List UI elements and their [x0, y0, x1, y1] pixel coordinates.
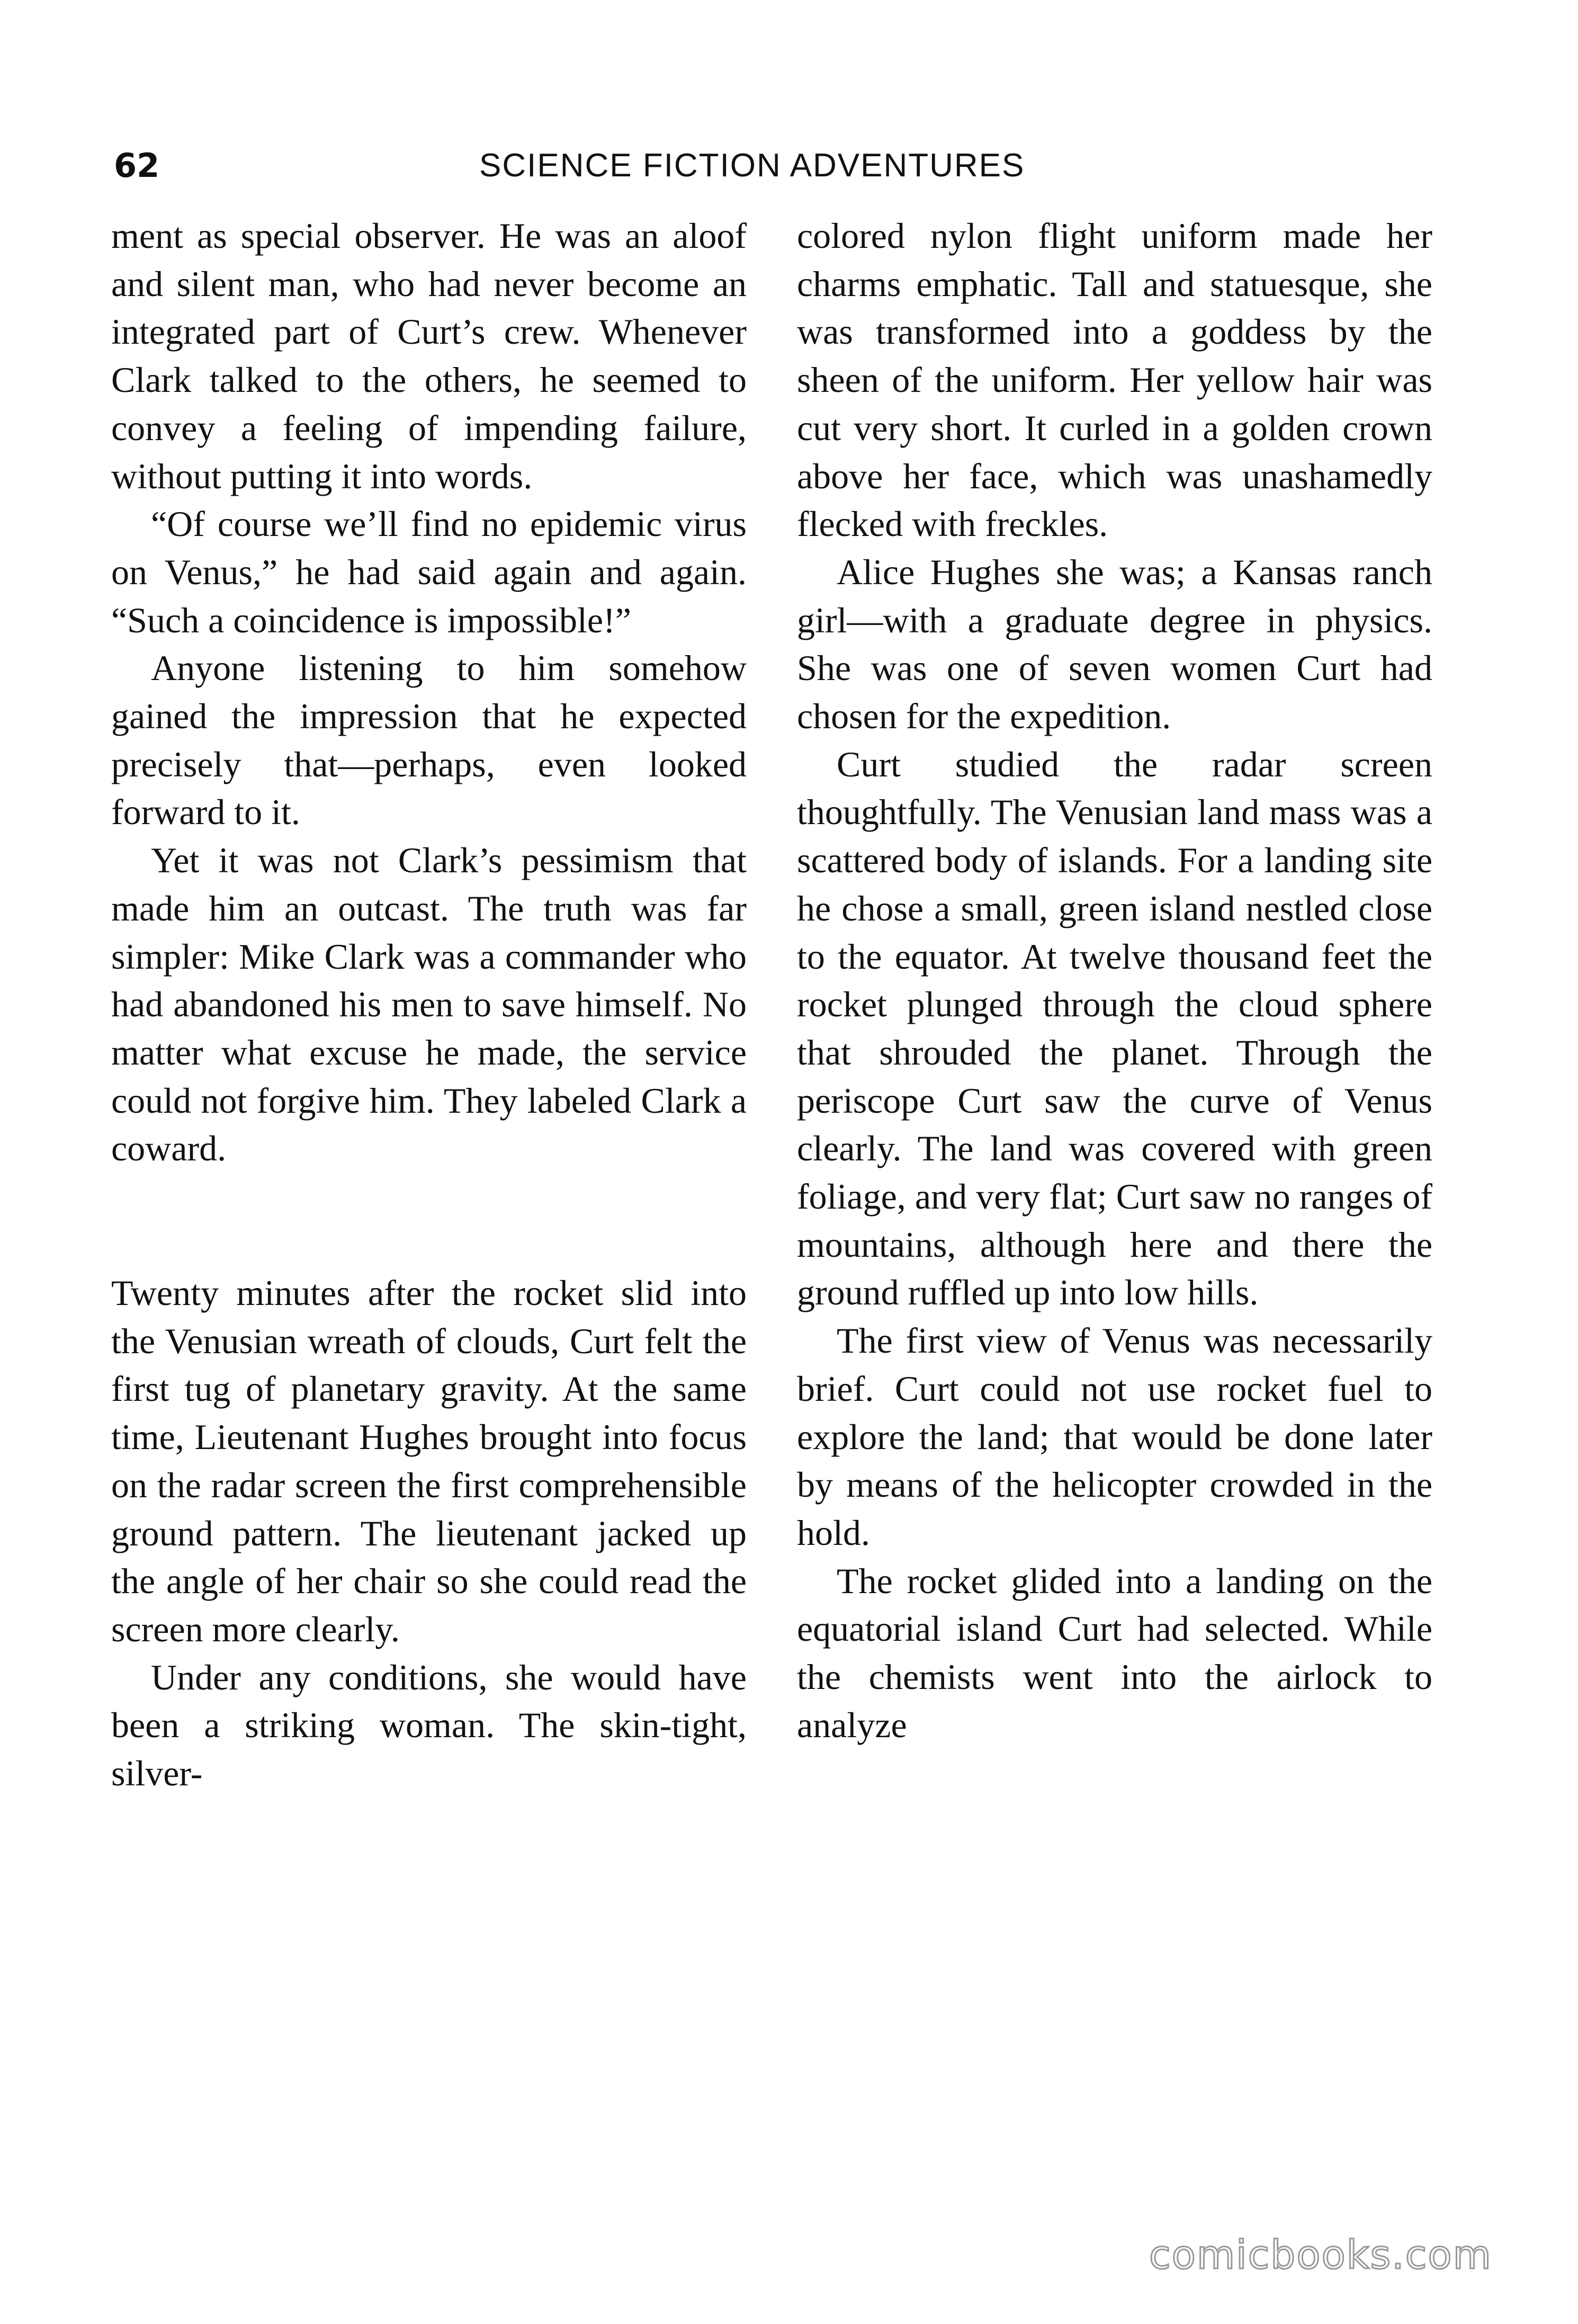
paragraph: “Of course we’ll find no epidemic virus on Venus,” he had said again and again. “Such a coincidence is impossible!” — [111, 504, 747, 640]
page-header — [114, 137, 1427, 195]
paragraph: Yet it was not Clark’s pessimism that made him an outcast. The truth was far simpler: Mike Clark was a commander who had abandoned his men to save himself. No matter what excuse he made, the service could not forgive him. They labeled Clark a coward. — [111, 840, 747, 1169]
running-head: SCIENCE FICTION ADVENTURES — [479, 147, 1025, 184]
paragraph: Alice Hughes she was; a Kansas ranch girl—with a graduate degree in physics. She was one of seven women Curt had chosen for the expedition. — [797, 551, 1432, 737]
page-number: 62 — [114, 146, 160, 185]
text-column-left — [111, 212, 747, 1798]
paragraph: ment as special observer. He was an aloof and silent man, who had never become an integrated part of Curt’s crew. Whenever Clark talked to the others, he seemed to convey a feeling of impending failure, without putting it into words. — [111, 216, 747, 496]
paragraph: Under any conditions, she would have been a striking woman. The skin-tight, silver- — [111, 1657, 747, 1794]
paragraph: The first view of Venus was necessarily brief. Curt could not use rocket fuel to explore the land; that would be done later by means of the helicopter crowded in the hold. — [797, 1320, 1432, 1553]
paragraph: colored nylon flight uniform made her charms emphatic. Tall and statuesque, she was transformed into a goddess by the sheen of the uniform. Her yellow hair was cut very short. It curled in a golden crown above her face, which was unashamedly flecked with freckles. — [797, 216, 1432, 544]
paragraph: Curt studied the radar screen thoughtfully. The Venusian land mass was a scattered body of islands. For a landing site he chose a small, green island nestled close to the equator. At twelve thousand feet the rocket plunged through the cloud sphere that shrouded the planet. Through the periscope Curt saw the curve of Venus clearly. The land was covered with green foliage, and very flat; Curt saw no ranges of mountains, although here and there the ground ruffled up into low hills. — [797, 744, 1432, 1313]
paragraph: Anyone listening to him somehow gained the impression that he expected precisely that—perhaps, even looked forward to it. — [111, 648, 747, 833]
paragraph: The rocket glided into a landing on the equatorial island Curt had selected. While the chemists went into the airlock to analyze — [797, 1560, 1432, 1745]
text-column-right — [797, 212, 1432, 1749]
paragraph: Twenty minutes after the rocket slid into the Venusian wreath of clouds, Curt felt the first tug of planetary gravity. At the same time, Lieutenant Hughes brought into focus on the radar screen the first comprehensible ground pattern. The lieutenant jacked up the angle of her chair so she could read the screen more clearly. — [111, 1273, 747, 1649]
watermark: comicbooks.com — [1149, 2232, 1492, 2278]
